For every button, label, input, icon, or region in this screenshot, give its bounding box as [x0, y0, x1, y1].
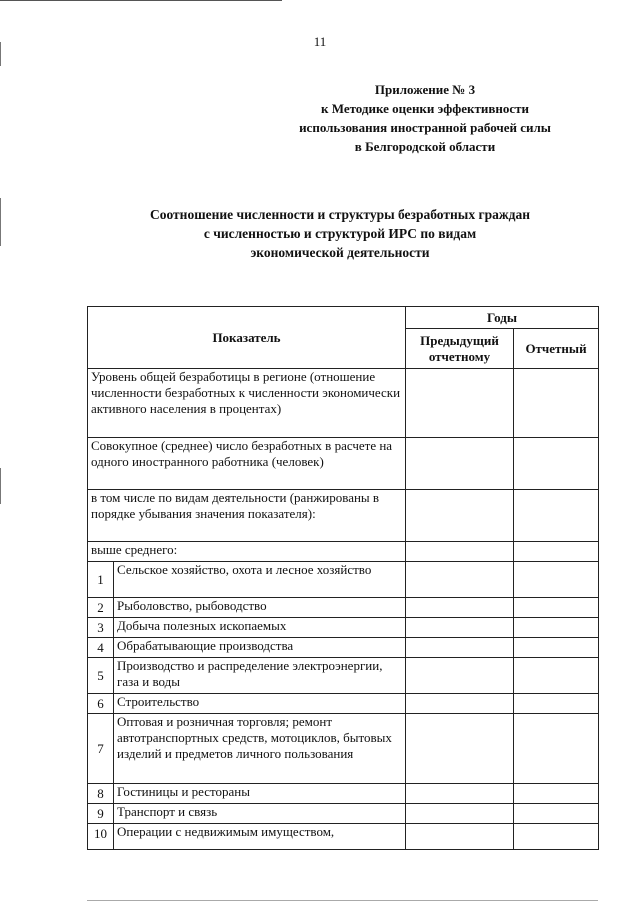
value-cell[interactable] — [514, 618, 599, 638]
row-label: Оптовая и розничная торговля; ремонт автотранспортных средств, мотоциклов, бытовых изделий и предметов личного пользования — [114, 714, 406, 784]
table-row — [88, 804, 599, 824]
row-label: Сельское хозяйство, охота и лесное хозяйство — [114, 562, 406, 598]
row-label: Обрабатывающие производства — [114, 638, 406, 658]
table-row — [88, 369, 599, 438]
row-number: 10 — [88, 824, 114, 850]
table-header-row — [88, 307, 599, 329]
row-label: выше среднего: — [88, 542, 406, 562]
row-label: в том числе по видам деятельности (ранжированы в порядке убывания значения показателя): — [88, 490, 406, 542]
value-cell[interactable] — [514, 824, 599, 850]
row-number: 5 — [88, 658, 114, 694]
row-number: 8 — [88, 784, 114, 804]
header-current-year: Отчетный — [514, 329, 599, 369]
table-row — [88, 562, 599, 598]
value-cell[interactable] — [406, 490, 514, 542]
row-number: 1 — [88, 562, 114, 598]
value-cell[interactable] — [514, 542, 599, 562]
title-line: экономической деятельности — [250, 245, 430, 260]
value-cell[interactable] — [406, 369, 514, 438]
row-number: 6 — [88, 694, 114, 714]
value-cell[interactable] — [406, 598, 514, 618]
value-cell[interactable] — [406, 438, 514, 490]
value-cell[interactable] — [406, 714, 514, 784]
value-cell[interactable] — [514, 562, 599, 598]
row-number: 3 — [88, 618, 114, 638]
header-previous-year: Предыдущий отчетному — [406, 329, 514, 369]
value-cell[interactable] — [514, 490, 599, 542]
table-row — [88, 694, 599, 714]
table-row — [88, 824, 599, 850]
table-row — [88, 618, 599, 638]
table-row — [88, 714, 599, 784]
title-line: Соотношение численности и структуры безработных граждан — [149, 207, 530, 222]
header-years: Годы — [406, 307, 599, 329]
appendix-line: в Белгородской области — [354, 139, 496, 154]
value-cell[interactable] — [406, 618, 514, 638]
row-label: Гостиницы и рестораны — [114, 784, 406, 804]
value-cell[interactable] — [406, 542, 514, 562]
scan-edge-mark — [0, 198, 1, 246]
value-cell[interactable] — [406, 638, 514, 658]
appendix-line: использования иностранной рабочей силы — [299, 120, 551, 135]
value-cell[interactable] — [514, 658, 599, 694]
scan-top-line — [0, 0, 282, 1]
table-row — [88, 542, 599, 562]
row-number: 2 — [88, 598, 114, 618]
value-cell[interactable] — [514, 369, 599, 438]
value-cell[interactable] — [406, 804, 514, 824]
table-row — [88, 658, 599, 694]
header-indicator: Показатель — [88, 307, 406, 369]
table-continuation-line — [87, 900, 598, 901]
value-cell[interactable] — [514, 694, 599, 714]
row-number: 9 — [88, 804, 114, 824]
title-line: с численностью и структурой ИРС по видам — [203, 226, 477, 241]
value-cell[interactable] — [514, 804, 599, 824]
value-cell[interactable] — [406, 658, 514, 694]
row-label: Строительство — [114, 694, 406, 714]
row-label: Производство и распределение электроэнергии, газа и воды — [114, 658, 406, 694]
value-cell[interactable] — [406, 562, 514, 598]
row-label: Добыча полезных ископаемых — [114, 618, 406, 638]
table-row — [88, 638, 599, 658]
row-label: Операции с недвижимым имуществом, — [114, 824, 406, 850]
indicators-table — [87, 306, 599, 850]
row-label: Рыболовство, рыбоводство — [114, 598, 406, 618]
row-number: 7 — [88, 714, 114, 784]
table-row — [88, 490, 599, 542]
table-row — [88, 598, 599, 618]
table-row — [88, 438, 599, 490]
value-cell[interactable] — [406, 694, 514, 714]
value-cell[interactable] — [514, 714, 599, 784]
value-cell[interactable] — [406, 784, 514, 804]
value-cell[interactable] — [514, 598, 599, 618]
table-row — [88, 784, 599, 804]
scan-edge-mark — [0, 468, 1, 504]
appendix-heading — [260, 80, 590, 156]
row-label: Совокупное (среднее) число безработных в расчете на одного иностранного работника (человек) — [88, 438, 406, 490]
value-cell[interactable] — [514, 638, 599, 658]
page-number: 11 — [313, 34, 327, 49]
row-number: 4 — [88, 638, 114, 658]
appendix-line: Приложение № 3 — [374, 82, 476, 97]
row-label: Транспорт и связь — [114, 804, 406, 824]
document-title — [60, 205, 620, 262]
value-cell[interactable] — [406, 824, 514, 850]
value-cell[interactable] — [514, 784, 599, 804]
value-cell[interactable] — [514, 438, 599, 490]
appendix-line: к Методике оценки эффективности — [320, 101, 529, 116]
row-label: Уровень общей безработицы в регионе (отношение численности безработных к численности экономически активного населения в процентах) — [88, 369, 406, 438]
